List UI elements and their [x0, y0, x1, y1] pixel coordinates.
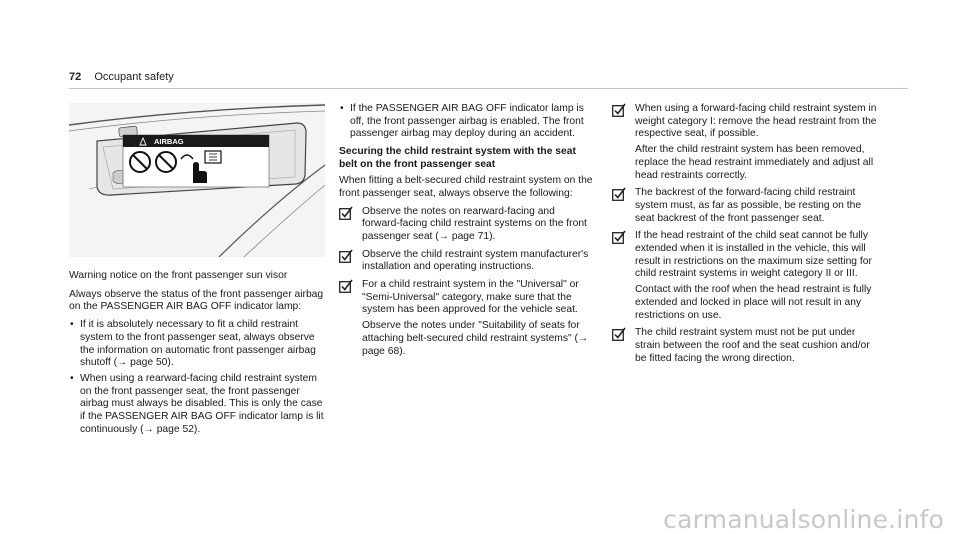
- checkbox-icon: [339, 206, 353, 220]
- sun-visor-figure: [69, 103, 325, 257]
- checklist-text: When using a forward-facing child restraint system in weight category I: remove the head restraint from the respective seat, if possible.: [635, 103, 877, 140]
- checklist-item: [339, 206, 595, 244]
- bullet-icon: •: [70, 372, 74, 384]
- list-item-text: If the PASSENGER AIR BAG OFF indicator lamp is off, the front passenger airbag is enabled. The front passenger airbag may deploy during an accident.: [350, 103, 584, 140]
- column-3: [612, 103, 878, 370]
- col2-intro: When fitting a belt-secured child restraint system on the front passenger seat, always observe the following:: [339, 175, 593, 199]
- bullet-icon: •: [70, 319, 74, 331]
- checklist-item: [339, 279, 595, 358]
- section-title: Occupant safety: [94, 71, 174, 83]
- checkbox-icon: [339, 249, 353, 263]
- checklist-item: [612, 103, 878, 182]
- checklist-note: Observe the notes under "Suitability of seats for attaching belt-secured child restraint systems" (→ page 68).: [362, 320, 589, 357]
- checklist-text: The backrest of the forward-facing child restraint system must, as far as possible, be resting on the seat backrest of the front passenger seat.: [635, 187, 862, 224]
- checkbox-icon: [612, 327, 626, 341]
- checklist-note: Contact with the roof when the head restraint is fully extended and locked in place will not result in any restrictions on use.: [635, 284, 872, 321]
- checklist-item: [339, 249, 595, 274]
- list-item-text: When using a rearward-facing child restraint system on the front passenger seat, the front passenger airbag must always be disabled. This is only the case if the PASSENGER AIR BAG OFF indicator lamp is lit continuously (→ page 52).: [80, 372, 324, 435]
- section-subheading: Securing the child restraint system with the seat belt on the front passenger seat: [339, 146, 576, 170]
- airbag-label: AIRBAG: [154, 137, 184, 146]
- checkbox-icon: [612, 230, 626, 244]
- checklist-item: [612, 327, 878, 365]
- sun-visor-illustration: [69, 103, 325, 257]
- header-divider: [69, 88, 908, 89]
- checklist-note: After the child restraint system has been removed, replace the head restraint immediately and adjust all head restraints correctly.: [635, 144, 874, 181]
- checklist-text: Observe the notes on rearward-facing and forward-facing child restraint systems on the front passenger seat (→ page 71).: [362, 205, 587, 242]
- list-item: [69, 319, 325, 370]
- checklist-item: [612, 187, 878, 225]
- checklist-item: [612, 230, 878, 322]
- checkbox-icon: [612, 103, 626, 117]
- page-header: [69, 71, 174, 84]
- checkbox-icon: [612, 187, 626, 201]
- checklist-text: Observe the child restraint system manufacturer's installation and operating instructions.: [362, 248, 589, 273]
- column-2: [339, 103, 595, 363]
- figure-caption: Warning notice on the front passenger sun visor: [69, 270, 288, 281]
- list-item: [69, 373, 325, 437]
- bullet-icon: •: [340, 103, 344, 114]
- checklist-text: The child restraint system must not be put under strain between the roof and the seat cushion and/or be fitted facing the wrong direction.: [635, 327, 870, 364]
- col1-intro: Always observe the status of the front passenger airbag on the PASSENGER AIR BAG OFF indicator lamp:: [69, 288, 324, 313]
- checklist-text: If the head restraint of the child seat cannot be fully extended when it is installed in the vehicle, this will result in restrictions on the maximum size setting for child restraint systems in weight category II or III.: [635, 230, 872, 280]
- checklist-text: For a child restraint system in the "Universal" or "Semi-Universal" category, make sure that the system has been approved for the vehicle seat.: [362, 279, 579, 316]
- list-item: [339, 103, 595, 141]
- page-number: 72: [69, 71, 82, 83]
- column-1: [69, 103, 325, 439]
- list-item-text: If it is absolutely necessary to fit a child restraint system to the front passenger seat, always observe the information on automatic front passenger airbag shutoff (→ page 50).: [80, 319, 316, 369]
- watermark: carmanualsonline.info: [663, 505, 944, 534]
- checkbox-icon: [339, 279, 353, 293]
